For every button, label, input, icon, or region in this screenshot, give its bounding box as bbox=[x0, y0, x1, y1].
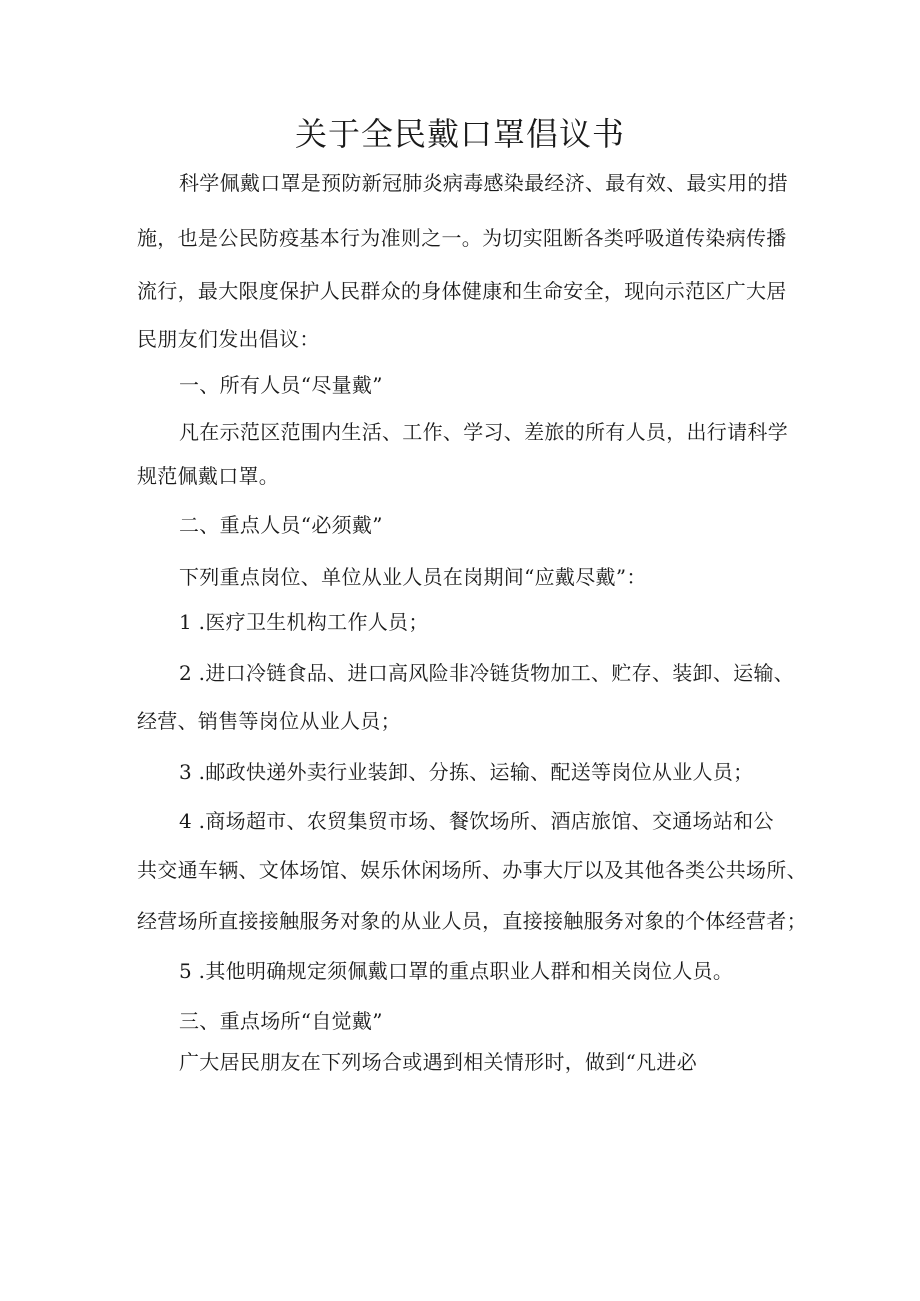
section-heading: 二、重点人员“必须戴” bbox=[179, 513, 383, 537]
section-heading: 一、所有人员“尽量戴” bbox=[179, 373, 383, 397]
list-item-continuation: 经营场所直接接触服务对象的从业人员，直接接触服务对象的个体经营者； bbox=[137, 909, 807, 933]
paragraph-line: 流行，最大限度保护人民群众的身体健康和生命安全，现向示范区广大居 bbox=[137, 279, 787, 303]
list-item: 2 .进口冷链食品、进口高风险非冷链货物加工、贮存、装卸、运输、 bbox=[179, 661, 795, 685]
list-item: 1 .医疗卫生机构工作人员； bbox=[179, 610, 429, 634]
list-item-continuation: 共交通车辆、文体场馆、娱乐休闲场所、办事大厅以及其他各类公共场所、 bbox=[137, 858, 807, 882]
list-item: 3 .邮政快递外卖行业装卸、分拣、运输、配送等岗位从业人员； bbox=[179, 760, 754, 784]
paragraph-line: 广大居民朋友在下列场合或遇到相关情形时，做到“凡进必 bbox=[179, 1050, 698, 1074]
paragraph-line: 科学佩戴口罩是预防新冠肺炎病毒感染最经济、最有效、最实用的措 bbox=[179, 171, 788, 195]
paragraph-line: 规范佩戴口罩。 bbox=[137, 464, 280, 488]
document-title: 关于全民戴口罩倡议书 bbox=[294, 115, 625, 153]
list-item: 4 .商场超市、农贸集贸市场、餐饮场所、酒店旅馆、交通场站和公 bbox=[179, 809, 774, 833]
paragraph-line: 下列重点岗位、单位从业人员在岗期间“应戴尽戴”： bbox=[179, 565, 647, 589]
list-item: 5 .其他明确规定须佩戴口罩的重点职业人群和相关岗位人员。 bbox=[179, 959, 734, 983]
section-heading: 三、重点场所“自觉戴” bbox=[179, 1009, 383, 1033]
paragraph-line: 民朋友们发出倡议： bbox=[137, 327, 320, 351]
list-item-continuation: 经营、销售等岗位从业人员； bbox=[137, 709, 401, 733]
paragraph-line: 施，也是公民防疫基本行为准则之一。为切实阻断各类呼吸道传染病传播 bbox=[137, 226, 787, 250]
paragraph-line: 凡在示范区范围内生活、工作、学习、差旅的所有人员，出行请科学 bbox=[179, 420, 788, 444]
